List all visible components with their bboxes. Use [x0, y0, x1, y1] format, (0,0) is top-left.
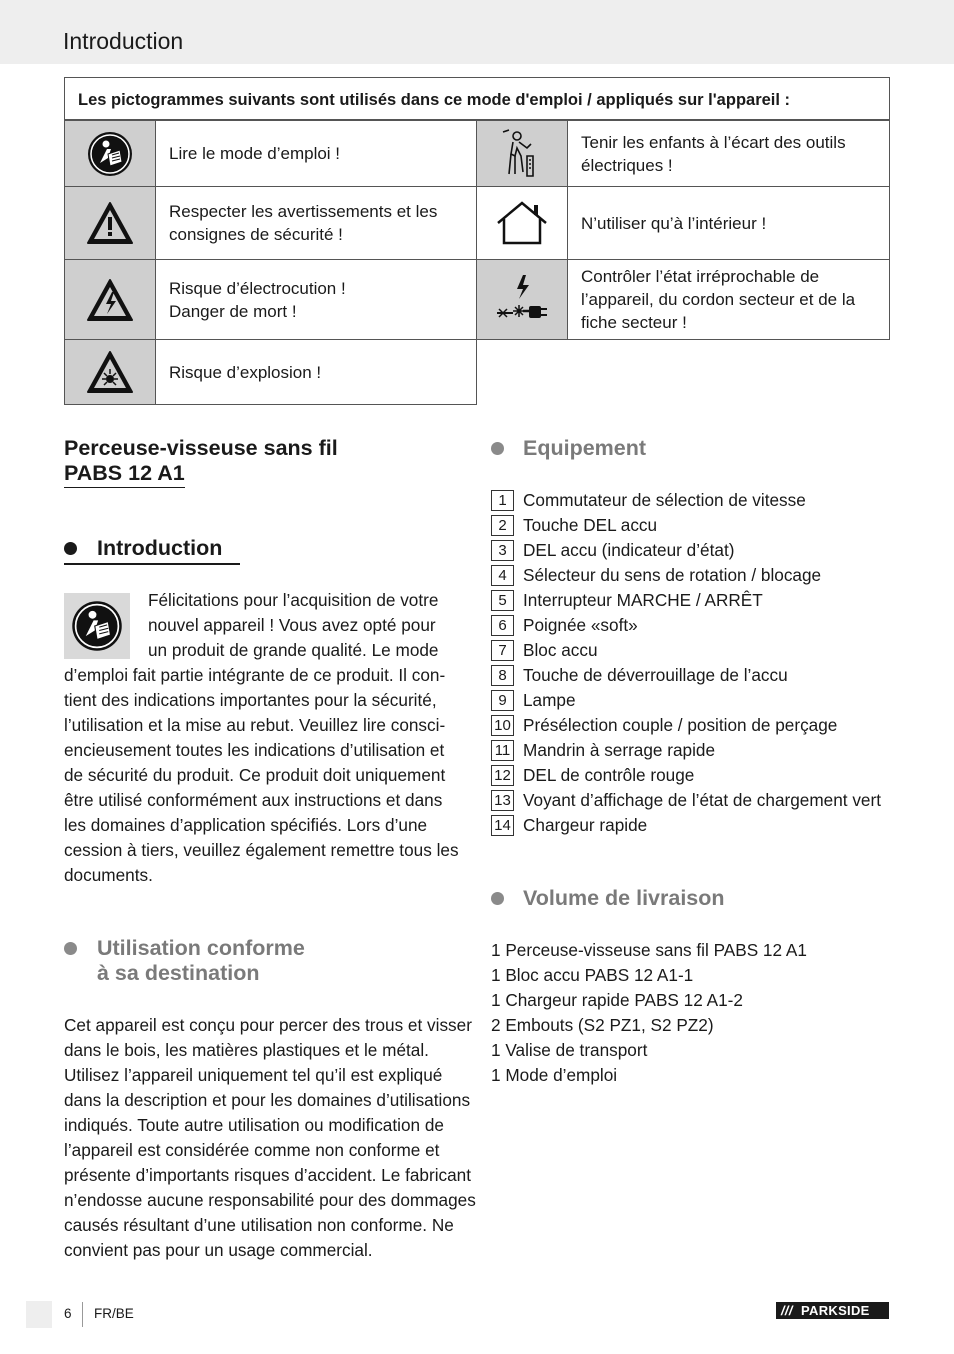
brand-logo	[776, 1302, 889, 1319]
item-number: 9	[491, 690, 514, 711]
pictogram-text	[567, 259, 890, 340]
pictogram-label: N’utiliser qu’à l’intérieur !	[581, 213, 767, 233]
warning-triangle-icon-cell	[64, 186, 156, 260]
brand-logo-mark: ///	[781, 1303, 793, 1318]
damaged-plug-icon-cell	[476, 259, 568, 340]
body-line: encieusement toutes les indications d’utilisation et	[64, 740, 445, 760]
item-number: 10	[491, 715, 514, 736]
item-number: 4	[491, 565, 514, 586]
body-line: d’emploi fait partie intégrante de ce produit. Il con-	[64, 665, 446, 685]
list-item: 1 Bloc accu PABS 12 A1-1	[491, 965, 694, 985]
pictogram-label: Tenir les enfants à l’écart des outils électriques !	[581, 132, 846, 175]
warning-triangle-icon	[85, 200, 135, 246]
item-label: Mandrin à serrage rapide	[523, 740, 716, 760]
body-line: dans le bois, les matières plastiques et le métal.	[64, 1040, 429, 1060]
item-label: Lampe	[523, 690, 576, 710]
body-line: causés résultant d’une utilisation non conforme. Ne	[64, 1215, 454, 1235]
section-bullet	[64, 942, 77, 955]
read-manual-icon	[70, 599, 124, 653]
intended-use-heading	[97, 936, 305, 986]
item-label: Voyant d’affichage de l’état de chargement vert	[523, 790, 881, 810]
delivery-heading: Volume de livraison	[523, 886, 725, 910]
item-number: 12	[491, 765, 514, 786]
item-label: Sélecteur du sens de rotation / blocage	[523, 565, 822, 585]
body-line: tient des indications importantes pour la sécurité,	[64, 690, 437, 710]
product-title-line1: Perceuse-visseuse sans fil	[64, 436, 338, 460]
intended-use-heading-line2: à sa destination	[97, 961, 260, 985]
item-label: DEL accu (indicateur d’état)	[523, 540, 735, 560]
pictogram-text	[155, 120, 477, 187]
body-line: dans la description et pour les domaines d’utilisations	[64, 1090, 471, 1110]
introduction-heading-underline	[64, 563, 240, 565]
pictogram-text	[567, 120, 890, 187]
intro-read-manual-icon-box	[64, 593, 130, 659]
item-label: Commutateur de sélection de vitesse	[523, 490, 806, 510]
children-away-icon	[497, 126, 547, 182]
body-line: l’appareil est considérée comme non conforme et	[64, 1140, 440, 1160]
body-line: Utilisez l’appareil uniquement tel qu’il est expliqué	[64, 1065, 443, 1085]
body-line: présente d’importants risques d’accident. Le fabricant	[64, 1165, 471, 1185]
equipment-heading: Equipement	[523, 436, 647, 460]
item-label: Chargeur rapide	[523, 815, 648, 835]
list-item: 2 Embouts (S2 PZ1, S2 PZ2)	[491, 1015, 714, 1035]
body-line: cession à tiers, veuillez également remettre tous les	[64, 840, 459, 860]
introduction-heading: Introduction	[97, 536, 223, 560]
item-number: 14	[491, 815, 514, 836]
product-title-line2: PABS 12 A1	[64, 461, 185, 488]
item-number: 11	[491, 740, 514, 761]
list-item: 1 Perceuse-visseuse sans fil PABS 12 A1	[491, 940, 807, 960]
brand-logo-text: PARKSIDE	[801, 1303, 870, 1318]
read-manual-icon	[86, 130, 134, 178]
body-line: être utilisé conformément aux instructions et dans	[64, 790, 443, 810]
body-line: convient pas pour un usage commercial.	[64, 1240, 373, 1260]
pictogram-label: Lire le mode d’emploi !	[169, 144, 341, 163]
electrocution-icon-cell	[64, 259, 156, 340]
indoor-house-icon	[494, 199, 550, 247]
electrocution-icon	[85, 277, 135, 323]
section-bullet	[491, 892, 504, 905]
section-bullet	[64, 542, 77, 555]
pictogram-text	[567, 186, 890, 260]
pictogram-table-heading: Les pictogrammes suivants sont utilisés dans ce mode d'emploi / appliqués sur l'appareil :	[64, 77, 890, 120]
item-number: 13	[491, 790, 514, 811]
item-label: Touche de déverrouillage de l’accu	[523, 665, 788, 685]
read-manual-icon-cell	[64, 120, 156, 187]
body-line: documents.	[64, 865, 153, 885]
body-line: indiqués. Toute autre utilisation ou modification de	[64, 1115, 444, 1135]
item-label: Bloc accu	[523, 640, 598, 660]
list-item: 1 Valise de transport	[491, 1040, 648, 1060]
pictogram-label: Respecter les avertissements et les consignes de sécurité !	[169, 202, 438, 244]
body-line: Cet appareil est conçu pour percer des trous et visser	[64, 1015, 472, 1035]
body-line: de sécurité du produit. Ce produit doit uniquement	[64, 765, 446, 785]
body-line: l’utilisation et la mise au rebut. Veuillez lire consci-	[64, 715, 446, 735]
item-label: Interrupteur MARCHE / ARRÊT	[523, 590, 763, 610]
footer-marker	[26, 1301, 52, 1328]
children-away-icon-cell	[476, 120, 568, 187]
body-line: nouvel appareil ! Vous avez opté pour	[148, 615, 436, 635]
explosion-icon	[85, 349, 135, 395]
item-number: 5	[491, 590, 514, 611]
list-item: 1 Mode d’emploi	[491, 1065, 618, 1085]
body-line: Félicitations pour l’acquisition de votre	[148, 590, 439, 610]
item-number: 8	[491, 665, 514, 686]
item-number: 3	[491, 540, 514, 561]
indoor-house-icon-cell	[476, 186, 568, 260]
pictogram-label: Risque d’explosion !	[169, 362, 322, 382]
item-label: Touche DEL accu	[523, 515, 658, 535]
item-number: 1	[491, 490, 514, 511]
item-label: Poignée «soft»	[523, 615, 638, 635]
page-title: Introduction	[63, 28, 184, 54]
pictogram-label: Risque d’électrocution ! Danger de mort !	[169, 278, 346, 321]
item-number: 2	[491, 515, 514, 536]
pictogram-label: Contrôler l’état irréprochable de l’appareil, du cordon secteur et de la fiche secteur !	[581, 267, 856, 332]
footer-divider	[82, 1302, 83, 1327]
section-bullet	[491, 442, 504, 455]
body-line: un produit de grande qualité. Le mode	[148, 640, 439, 660]
list-item: 1 Chargeur rapide PABS 12 A1-2	[491, 990, 743, 1010]
damaged-plug-icon	[493, 271, 551, 329]
explosion-icon-cell	[64, 339, 156, 405]
pictogram-text	[155, 339, 477, 405]
item-label: DEL de contrôle rouge	[523, 765, 695, 785]
product-title	[64, 436, 338, 488]
body-line: les domaines d’application spécifiés. Lors d’une	[64, 815, 428, 835]
item-label: Présélection couple / position de perçage	[523, 715, 838, 735]
pictogram-text	[155, 259, 477, 340]
item-number: 6	[491, 615, 514, 636]
pictogram-text	[155, 186, 477, 260]
body-line: n’endosse aucune responsabilité pour des dommages	[64, 1190, 476, 1210]
language-code: FR/BE	[94, 1306, 134, 1321]
intended-use-heading-line1: Utilisation conforme	[97, 936, 305, 960]
page-number: 6	[64, 1306, 72, 1321]
item-number: 7	[491, 640, 514, 661]
